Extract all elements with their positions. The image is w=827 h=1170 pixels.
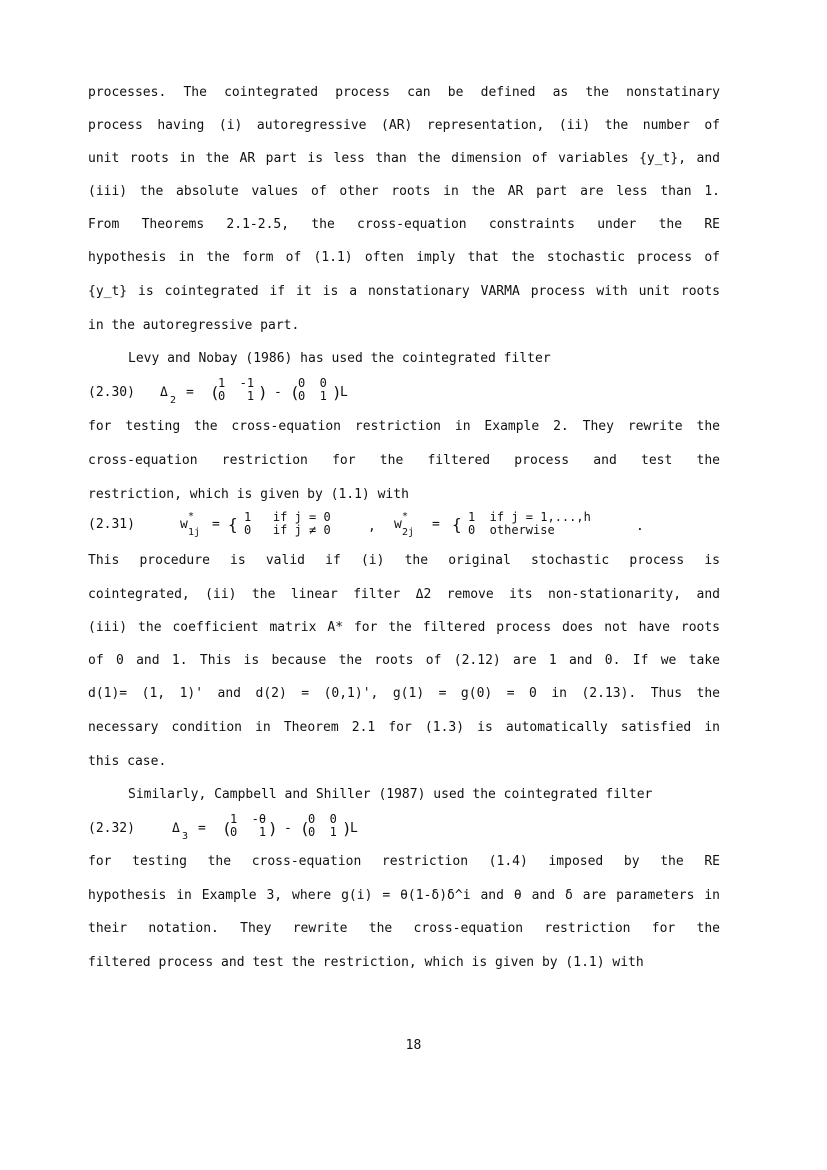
text-line: hypothesis in the form of (1.1) often imply that the stochastic process of: [88, 250, 720, 265]
text-line: Levy and Nobay (1986) has used the cointegrated filter: [128, 351, 551, 366]
subscript: 3: [182, 831, 189, 842]
lag-operator: L: [340, 385, 348, 400]
text-line: for testing the cross-equation restriction in Example 2. They rewrite the: [88, 419, 720, 434]
case-row-1: 1 if j = 1,...,h: [468, 510, 591, 524]
text-line: filtered process and test the restriction, which is given by (1.1) with: [88, 955, 644, 970]
text-line: {y_t} is cointegrated if it is a nonstationary VARMA process with unit roots: [88, 284, 720, 299]
equals-sign: =: [198, 821, 206, 836]
delta-symbol: Δ: [172, 821, 180, 836]
superscript: *: [402, 511, 409, 522]
minus-sign: -: [274, 385, 282, 400]
period: .: [636, 519, 644, 534]
brace-left: {: [228, 515, 238, 534]
text-line: From Theorems 2.1-2.5, the cross-equation constraints under the RE: [88, 217, 720, 232]
paren-right: ): [342, 819, 352, 838]
matrix-row-2: 0 1: [298, 389, 327, 403]
text-line: This procedure is valid if (i) the original stochastic process is: [88, 553, 720, 568]
equals-sign: =: [186, 385, 194, 400]
text-line: (iii) the coefficient matrix A* for the filtered process does not have roots: [88, 620, 720, 635]
equation-2-30: [88, 378, 728, 408]
text-line: unit roots in the AR part is less than the dimension of variables {y_t}, and: [88, 151, 720, 166]
matrix-row-1: 1 -θ: [230, 812, 267, 826]
text-line: cointegrated, (ii) the linear filter Δ2 remove its non-stationarity, and: [88, 587, 720, 602]
text-line: restriction, which is given by (1.1) with: [88, 487, 409, 502]
weight-symbol: w: [180, 517, 188, 532]
matrix-row-2: 0 1: [218, 389, 255, 403]
text-line: cross-equation restriction for the filtered process and test the: [88, 453, 720, 468]
minus-sign: -: [284, 821, 292, 836]
equals-sign: =: [432, 517, 440, 532]
equation-2-31: [88, 510, 728, 540]
matrix-row-2: 0 1: [230, 825, 267, 839]
equation-number: (2.30): [88, 385, 135, 400]
matrix-row-1: 1 -1: [218, 376, 255, 390]
text-line: hypothesis in Example 3, where g(i) = θ(1-δ)δ^i and θ and δ are parameters in: [88, 888, 720, 903]
subscript: 2j: [402, 527, 415, 538]
equation-2-32: [88, 814, 728, 844]
text-line: process having (i) autoregressive (AR) representation, (ii) the number of: [88, 118, 720, 133]
page-number: 18: [405, 1038, 422, 1053]
text-line: of 0 and 1. This is because the roots of (2.12) are 1 and 0. If we take: [88, 653, 720, 668]
subscript: 2: [170, 395, 177, 406]
equation-number: (2.31): [88, 517, 135, 532]
matrix-row-1: 0 0: [308, 812, 337, 826]
case-row-1: 1 if j = 0: [244, 510, 331, 524]
text-line: for testing the cross-equation restriction (1.4) imposed by the RE: [88, 854, 720, 869]
text-line: d(1)= (1, 1)' and d(2) = (0,1)', g(1) = g(0) = 0 in (2.13). Thus the: [88, 686, 720, 701]
text-line: necessary condition in Theorem 2.1 for (1.3) is automatically satisfied in: [88, 720, 720, 735]
matrix-row-2: 0 1: [308, 825, 337, 839]
paren-left: (: [290, 383, 300, 402]
text-line: Similarly, Campbell and Shiller (1987) used the cointegrated filter: [128, 787, 653, 802]
paren-right: ): [268, 819, 278, 838]
equals-sign: =: [212, 517, 220, 532]
paren-right: ): [258, 383, 268, 402]
matrix-row-1: 0 0: [298, 376, 327, 390]
paren-left: (: [222, 819, 232, 838]
separator: ,: [368, 519, 376, 534]
case-row-2: 0 if j ≠ 0: [244, 523, 331, 537]
delta-symbol: Δ: [160, 385, 168, 400]
text-line: processes. The cointegrated process can be defined as the nonstatinary: [88, 85, 720, 100]
case-row-2: 0 otherwise: [468, 523, 555, 537]
text-line: (iii) the absolute values of other roots in the AR part are less than 1.: [88, 184, 720, 199]
text-line: in the autoregressive part.: [88, 318, 300, 333]
paren-left: (: [210, 383, 220, 402]
paren-left: (: [300, 819, 310, 838]
text-line: this case.: [88, 754, 167, 769]
brace-left: {: [452, 515, 462, 534]
equation-number: (2.32): [88, 821, 135, 836]
subscript: 1j: [188, 527, 201, 538]
text-line: their notation. They rewrite the cross-equation restriction for the: [88, 921, 720, 936]
lag-operator: L: [350, 821, 358, 836]
weight-symbol: w: [394, 517, 402, 532]
superscript: *: [188, 511, 195, 522]
paren-right: ): [332, 383, 342, 402]
